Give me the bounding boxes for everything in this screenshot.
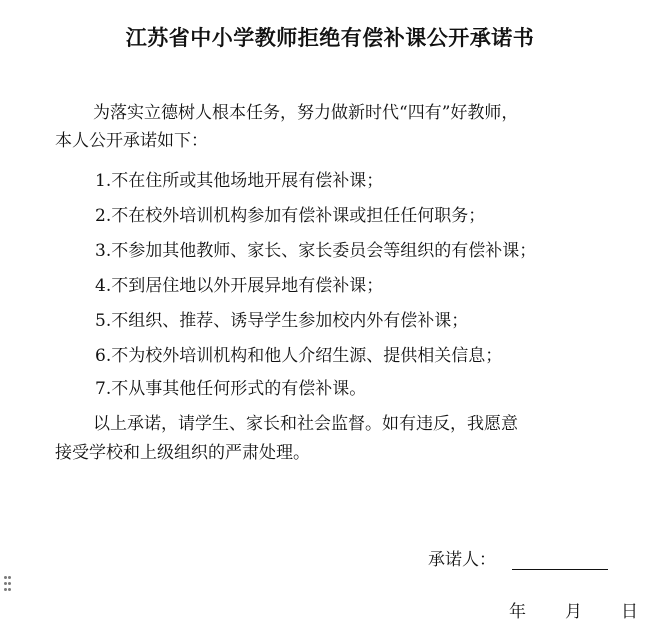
commitment-item-7: 7.不从事其他任何形式的有偿补课。 [95, 379, 367, 399]
closing-line-1: 以上承诺，请学生、家长和社会监督。如有违反，我愿意 [93, 414, 518, 434]
intro-line-1: 为落实立德树人根本任务，努力做新时代“四有”好教师， [93, 103, 519, 123]
date-year-label: 年 [509, 602, 526, 622]
drag-handle-icon[interactable] [4, 575, 14, 589]
intro-line-2: 本人公开承诺如下： [55, 131, 208, 151]
closing-line-2: 接受学校和上级组织的严肃处理。 [55, 443, 310, 463]
signature-label: 承诺人： [428, 550, 496, 570]
signature-line[interactable] [512, 569, 608, 570]
commitment-item-3: 3.不参加其他教师、家长、家长委员会等组织的有偿补课； [95, 241, 537, 261]
commitment-item-1: 1.不在住所或其他场地开展有偿补课； [95, 171, 384, 191]
commitment-item-2: 2.不在校外培训机构参加有偿补课或担任任何职务； [95, 206, 486, 226]
commitment-item-5: 5.不组织、推荐、诱导学生参加校内外有偿补课； [95, 311, 469, 331]
commitment-item-6: 6.不为校外培训机构和他人介绍生源、提供相关信息； [95, 346, 503, 366]
date-day-label: 日 [621, 602, 638, 622]
document-title: 江苏省中小学教师拒绝有偿补课公开承诺书 [125, 25, 535, 50]
commitment-item-4: 4.不到居住地以外开展异地有偿补课； [95, 276, 384, 296]
date-month-label: 月 [565, 602, 582, 622]
